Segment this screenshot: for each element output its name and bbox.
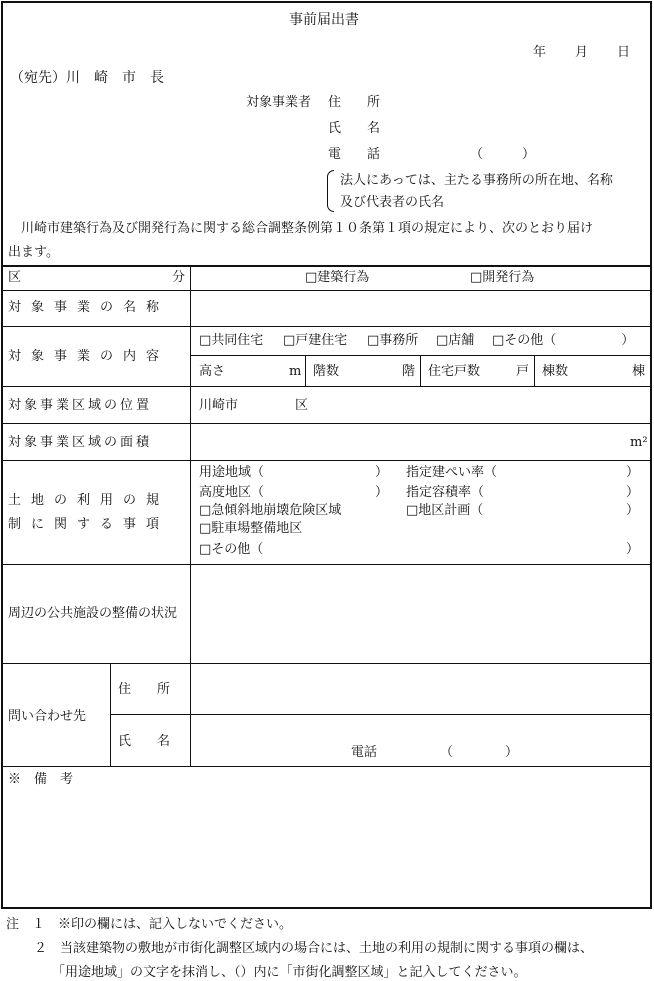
height-unit: m <box>289 364 302 379</box>
applicant-address-label: 住 所 <box>328 95 381 110</box>
contact-label: 問い合わせ先 <box>8 709 87 724</box>
coverage-field-label: 指定建ぺい率（ <box>406 465 498 480</box>
intro-text-line2: 出ます。 <box>8 245 59 260</box>
land-use-label-line1: 土地の利用の規 <box>8 493 170 508</box>
other-close-paren: ） <box>626 542 640 557</box>
far-close-paren: ） <box>626 485 640 500</box>
units-label: 住宅戸数 <box>428 364 481 379</box>
coverage-close-paren: ） <box>626 465 640 480</box>
checkbox-district-plan[interactable]: □地区計画（ <box>406 503 484 518</box>
date-year-label: 年 <box>533 45 547 60</box>
floors-label: 階数 <box>313 364 340 379</box>
note-1: 注 １ ※印の欄には、記入しないでください。 <box>6 917 293 932</box>
applicant-note-bracket <box>327 170 334 212</box>
applicant-name-label: 氏 名 <box>328 121 381 136</box>
form-title: 事前届出書 <box>289 12 359 28</box>
applicant-label: 対象事業者 <box>246 95 312 110</box>
applicant-phone-paren: （ ） <box>470 147 536 162</box>
category-label-b: 分 <box>172 270 186 285</box>
buildings-unit: 棟 <box>632 364 646 379</box>
note-2: ２ 当該建築物の敷地が市街化調整区域内の場合には、土地の利用の規制に関する事項の欄は、 <box>34 941 594 956</box>
addressee: （宛先）川 崎 市 長 <box>10 70 164 86</box>
remarks-label: ※ 備 考 <box>8 772 74 787</box>
units-unit: 戸 <box>516 364 530 379</box>
intro-text-line1: 川崎市建築行為及び開発行為に関する総合調整条例第１０条第１項の規定により、次のとおり届け <box>8 221 594 236</box>
far-field-label: 指定容積率（ <box>406 485 485 500</box>
contact-address-label: 住 所 <box>118 682 171 697</box>
checkbox-apartment[interactable]: □共同住宅 <box>199 333 264 348</box>
form-frame <box>1 1 652 909</box>
checkbox-development-act[interactable]: □開発行為 <box>470 270 535 285</box>
land-use-label-line2: 制に関する事項 <box>8 517 170 532</box>
location-label: 対象事業区域の位置 <box>8 398 153 413</box>
contact-name-label: 氏 名 <box>118 734 171 749</box>
zone-field-label: 用途地域（ <box>199 465 265 480</box>
area-label: 対象事業区域の面積 <box>8 435 153 450</box>
date-day-label: 日 <box>617 45 631 60</box>
applicant-note-line2: 及び代表者の氏名 <box>340 195 445 210</box>
project-name-field[interactable] <box>192 292 648 324</box>
district-plan-close-paren: ） <box>626 503 640 518</box>
height-district-close-paren: ） <box>375 485 389 500</box>
public-facilities-label: 周辺の公共施設の整備の状況 <box>8 606 178 621</box>
contact-phone-paren: （ ） <box>440 745 519 760</box>
area-unit: m² <box>630 435 648 450</box>
buildings-label: 棟数 <box>542 364 569 379</box>
checkbox-store[interactable]: □店舗 <box>436 333 475 348</box>
project-content-label: 対象事業の内容 <box>8 349 170 364</box>
checkbox-detached-house[interactable]: □戸建住宅 <box>283 333 348 348</box>
category-label-a: 区 <box>8 270 22 285</box>
checkbox-office[interactable]: □事務所 <box>367 333 419 348</box>
project-name-label: 対象事業の名称 <box>8 300 170 315</box>
applicant-phone-label: 電 話 <box>328 147 381 162</box>
checkbox-other-type[interactable]: □その他（ ） <box>492 333 635 348</box>
height-district-label: 高度地区（ <box>199 485 265 500</box>
checkbox-other-regulation[interactable]: □その他（ <box>199 542 264 557</box>
applicant-note-line1: 法人にあっては、主たる事務所の所在地、名称 <box>340 173 613 188</box>
height-label: 高さ <box>199 364 226 379</box>
zone-close-paren: ） <box>375 465 389 480</box>
location-city: 川崎市 <box>199 398 239 413</box>
checkbox-parking-district[interactable]: □駐車場整備地区 <box>199 521 303 536</box>
checkbox-building-act[interactable]: □建築行為 <box>305 270 370 285</box>
location-ward: 区 <box>295 398 309 413</box>
floors-unit: 階 <box>402 364 416 379</box>
note-3: 「用途地域」の文字を抹消し、（）内に「市街化調整区域」と記入してください。 <box>52 965 527 980</box>
date-month-label: 月 <box>575 45 589 60</box>
contact-phone-label: 電話 <box>351 745 378 760</box>
checkbox-landslide-area[interactable]: □急傾斜地崩壊危険区域 <box>199 503 342 518</box>
